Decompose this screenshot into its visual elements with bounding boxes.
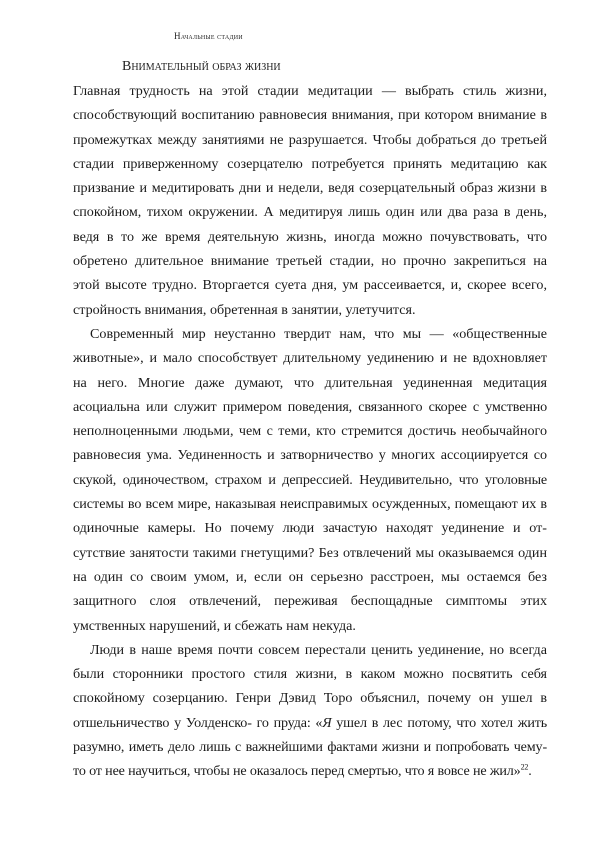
section-title: Внимательный образ жизни [122, 59, 281, 74]
text-line: животные», и мало способствует длительному уединению и не вдохновляет [73, 350, 547, 367]
italic-text: Я [322, 714, 332, 731]
text-line: сутствие занятости такими гнетущими? Без отвлечений мы оказываемся один [73, 544, 547, 561]
text-line: стадии приверженному созерцателю потребуется принять медитацию как [73, 155, 547, 172]
text-line: равновесия ума. Уединенность и затворничество у многих ассоциируется со [73, 447, 547, 464]
text-line: неполноценными людьми, чем с теми, кто стремится достичь необычайного [73, 423, 547, 440]
text-run: отшельничество у Уолденско- го пруда: « [73, 714, 323, 731]
text-line: на него. Многие даже думают, что длительная уединенная медитация [73, 374, 547, 391]
text-line: защитного слоя отвлечений, переживая беспощадные симптомы этих [73, 593, 547, 610]
text-line: призвание и медитировать дни и недели, ведя созерцательный образ жизни в [73, 180, 547, 197]
text-line [73, 711, 547, 735]
text-line: системы во всем мире, наказывая неисправимых осужденных, помещают их в [73, 496, 547, 513]
text-line: на один со своим умом, и, если он серьезно расстроен, мы остаемся без [73, 568, 547, 585]
text-line: одиночные камеры. Но почему люди зачастую находят уединение и от- [73, 520, 547, 537]
text-line: Главная трудность на этой стадии медитации — выбрать стиль жизни, [73, 83, 547, 99]
text-line: асоциальна или служит примером поведения, связанного скорее с умственно [73, 398, 547, 415]
text-line: Современный мир неустанно твердит нам, что мы — «общественные [90, 325, 547, 342]
text-line: стройность внимания, обретенная в занятии, улетучится. [73, 301, 416, 318]
text-line: способствующий воспитанию равновесия внимания, при котором внимание в [73, 107, 547, 124]
footnote-ref[interactable]: 22 [520, 762, 529, 772]
text-line: умственных нарушений, и сбежать нам некуда. [73, 617, 356, 634]
text-line: были сторонники простого стиля жизни, в каком можно посвятить себя [73, 666, 547, 683]
text-line: Люди в наше время почти совсем перестали ценить уединение, но всегда [90, 641, 547, 658]
text-run: то от нее научиться, чтобы не оказалось перед смертью, что я вовсе не жил» [73, 763, 521, 780]
text-line: обретено длительное внимание третьей стадии, но прочно закрепиться на [73, 253, 547, 270]
text-line: спокойному созерцанию. Генри Дэвид Торо объяснил, почему он ушел в [73, 690, 547, 707]
text-line: этой высоте трудно. Вторгается суета дня, ум рассеивается, и, скорее всего, [73, 277, 547, 294]
text-run: . [528, 763, 532, 780]
text-line: скукой, одиночеством, страхом и депрессией. Неудивительно, что уголовные [73, 471, 547, 488]
text-line: ведя в то же время деятельную жизнь, иногда можно почувствовать, что [73, 228, 547, 245]
text-run: ушел в лес потому, что хотел жить [331, 714, 547, 731]
running-head: Начальные стадии [174, 31, 243, 41]
body-text [73, 79, 547, 784]
text-line [73, 759, 547, 783]
text-line: промежутках между занятиями не разрушается. Чтобы добраться до третьей [73, 131, 547, 148]
text-line: спокойном, тихом окружении. А медитируя лишь один или два раза в день, [73, 204, 547, 221]
text-line: разумно, иметь дело лишь с важнейшими фактами жизни и попробовать чему- [73, 739, 547, 756]
